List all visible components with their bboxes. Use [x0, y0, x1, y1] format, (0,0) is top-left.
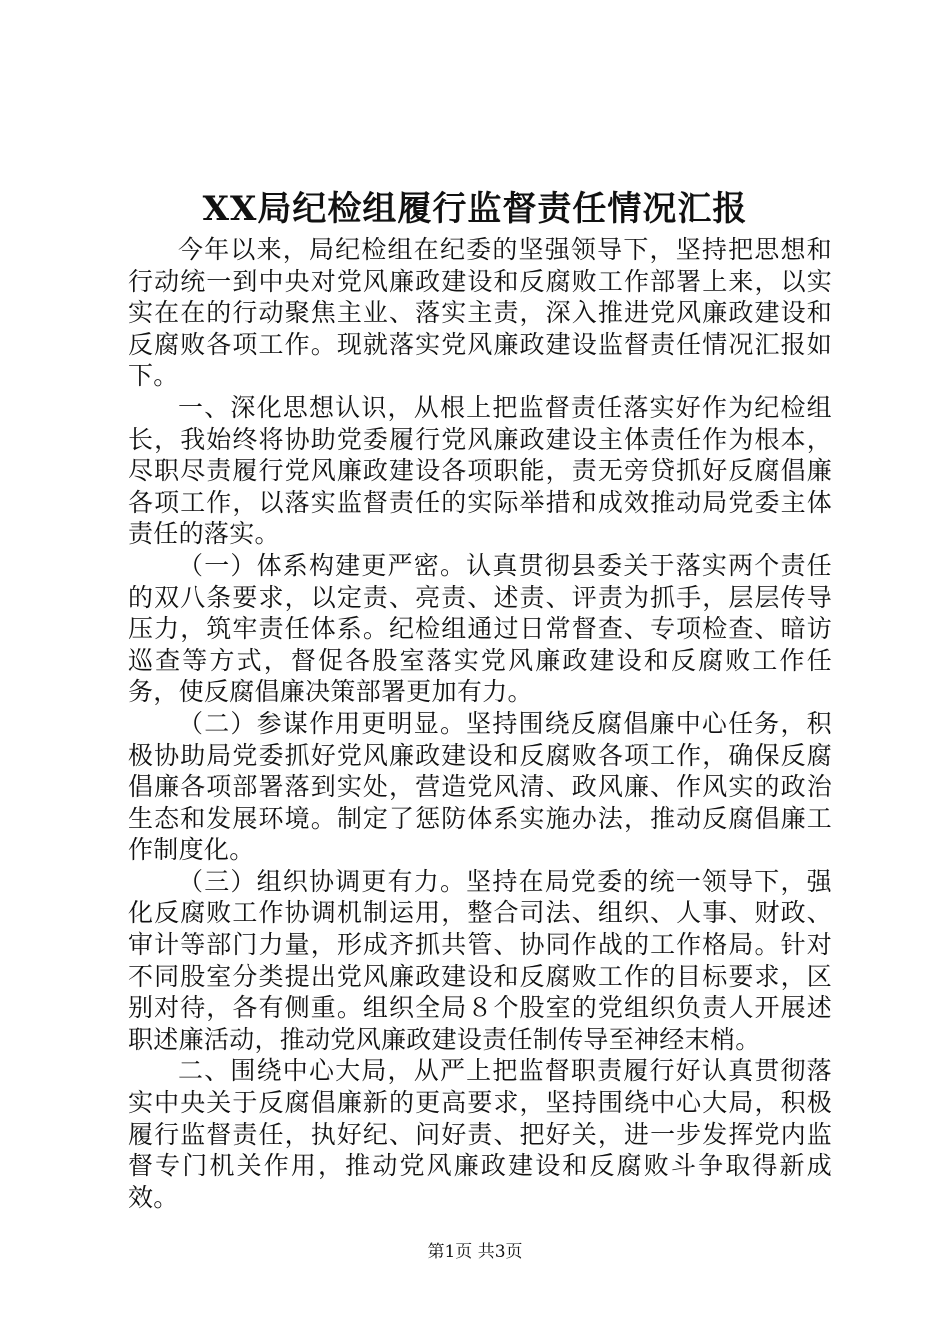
- document-title: XX局纪检组履行监督责任情况汇报: [202, 189, 748, 229]
- paragraph-item-three: （三）组织协调更有力。坚持在局党委的统一领导下，强化反腐败工作协调机制运用，整合司法、组织、人事、财政、审计等部门力量，形成齐抓共管、协同作战的工作格局。针对不同股室分类提出党风廉政建设和反腐败工作的目标要求，区别对待，各有侧重。组织全局８个股室的党组织负责人开展述职述廉活动，推动党风廉政建设责任制传导至神经末梢。: [128, 866, 832, 1054]
- paragraph-item-one: （一）体系构建更严密。认真贯彻县委关于落实两个责任的双八条要求，以定责、亮责、述责、评责为抓手，层层传导压力，筑牢责任体系。纪检组通过日常督查、专项检查、暗访巡查等方式，督促各股室落实党风廉政建设和反腐败工作任务，使反腐倡廉决策部署更加有力。: [128, 550, 832, 707]
- paragraph-section-two: 二、围绕中心大局，从严上把监督职责履行好认真贯彻落实中央关于反腐倡廉新的更高要求，坚持围绕中心大局，积极履行监督责任，执好纪、问好责、把好关，进一步发挥党内监督专门机关作用，推动党风廉政建设和反腐败斗争取得新成效。: [128, 1056, 832, 1212]
- page-footer: 第1页 共3页: [427, 1242, 523, 1262]
- paragraph-intro: 今年以来，局纪检组在纪委的坚强领导下，坚持把思想和行动统一到中央对党风廉政建设和反腐败工作部署上来，以实实在在的行动聚焦主业、落实主责，深入推进党风廉政建设和反腐败各项工作。现就落实党风廉政建设监督责任情况汇报如下。: [128, 235, 832, 391]
- paragraph-section-one: 一、深化思想认识，从根上把监督责任落实好作为纪检组长，我始终将协助党委履行党风廉政建设主体责任作为根本，尽职尽责履行党风廉政建设各项职能，责无旁贷抓好反腐倡廉各项工作，以落实监督责任的实际举措和成效推动局党委主体责任的落实。: [128, 392, 832, 549]
- paragraph-item-two: （二）参谋作用更明显。坚持围绕反腐倡廉中心任务，积极协助局党委抓好党风廉政建设和反腐败各项工作，确保反腐倡廉各项部署落到实处，营造党风清、政风廉、作风实的政治生态和发展环境。制定了惩防体系实施办法，推动反腐倡廉工作制度化。: [128, 708, 832, 865]
- document-body: [128, 234, 832, 1213]
